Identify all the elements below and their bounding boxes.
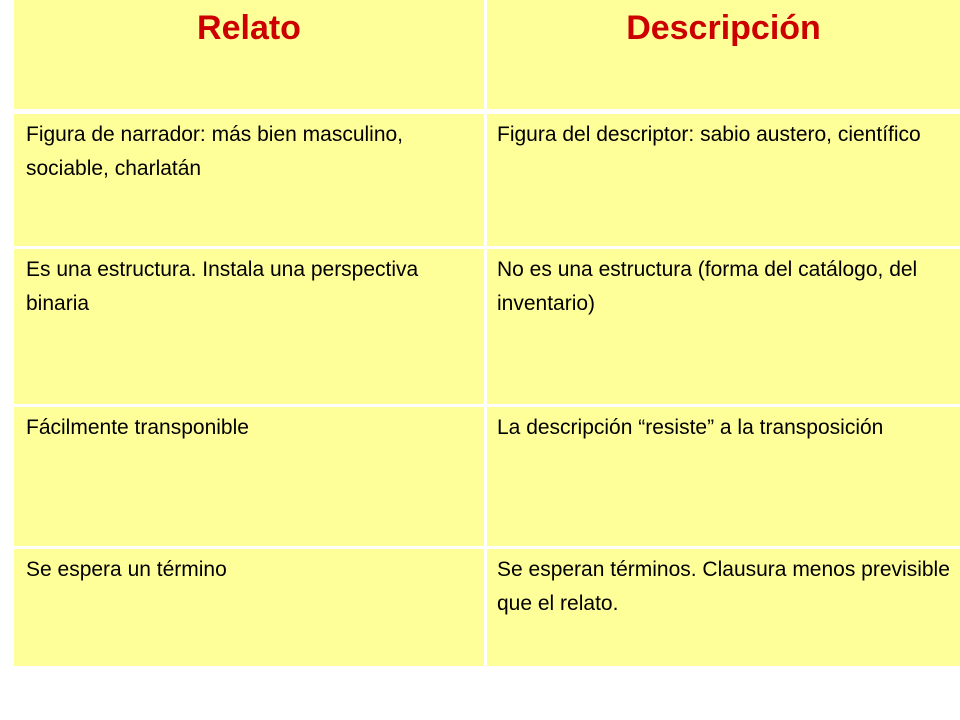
comparison-table xyxy=(14,0,960,666)
table-cell: Fácilmente transponible xyxy=(14,407,484,546)
table-cell: Se esperan términos. Clausura menos previsible que el relato. xyxy=(487,549,960,666)
table-cell: Figura de narrador: más bien masculino, sociable, charlatán xyxy=(14,114,484,246)
table-cell: Se espera un término xyxy=(14,549,484,666)
header-relato: Relato xyxy=(14,0,484,109)
table-cell: Es una estructura. Instala una perspectiva binaria xyxy=(14,249,484,404)
table-cell: No es una estructura (forma del catálogo, del inventario) xyxy=(487,249,960,404)
table-cell: Figura del descriptor: sabio austero, científico xyxy=(487,114,960,246)
header-descripcion: Descripción xyxy=(487,0,960,109)
table-cell: La descripción “resiste” a la transposición xyxy=(487,407,960,546)
